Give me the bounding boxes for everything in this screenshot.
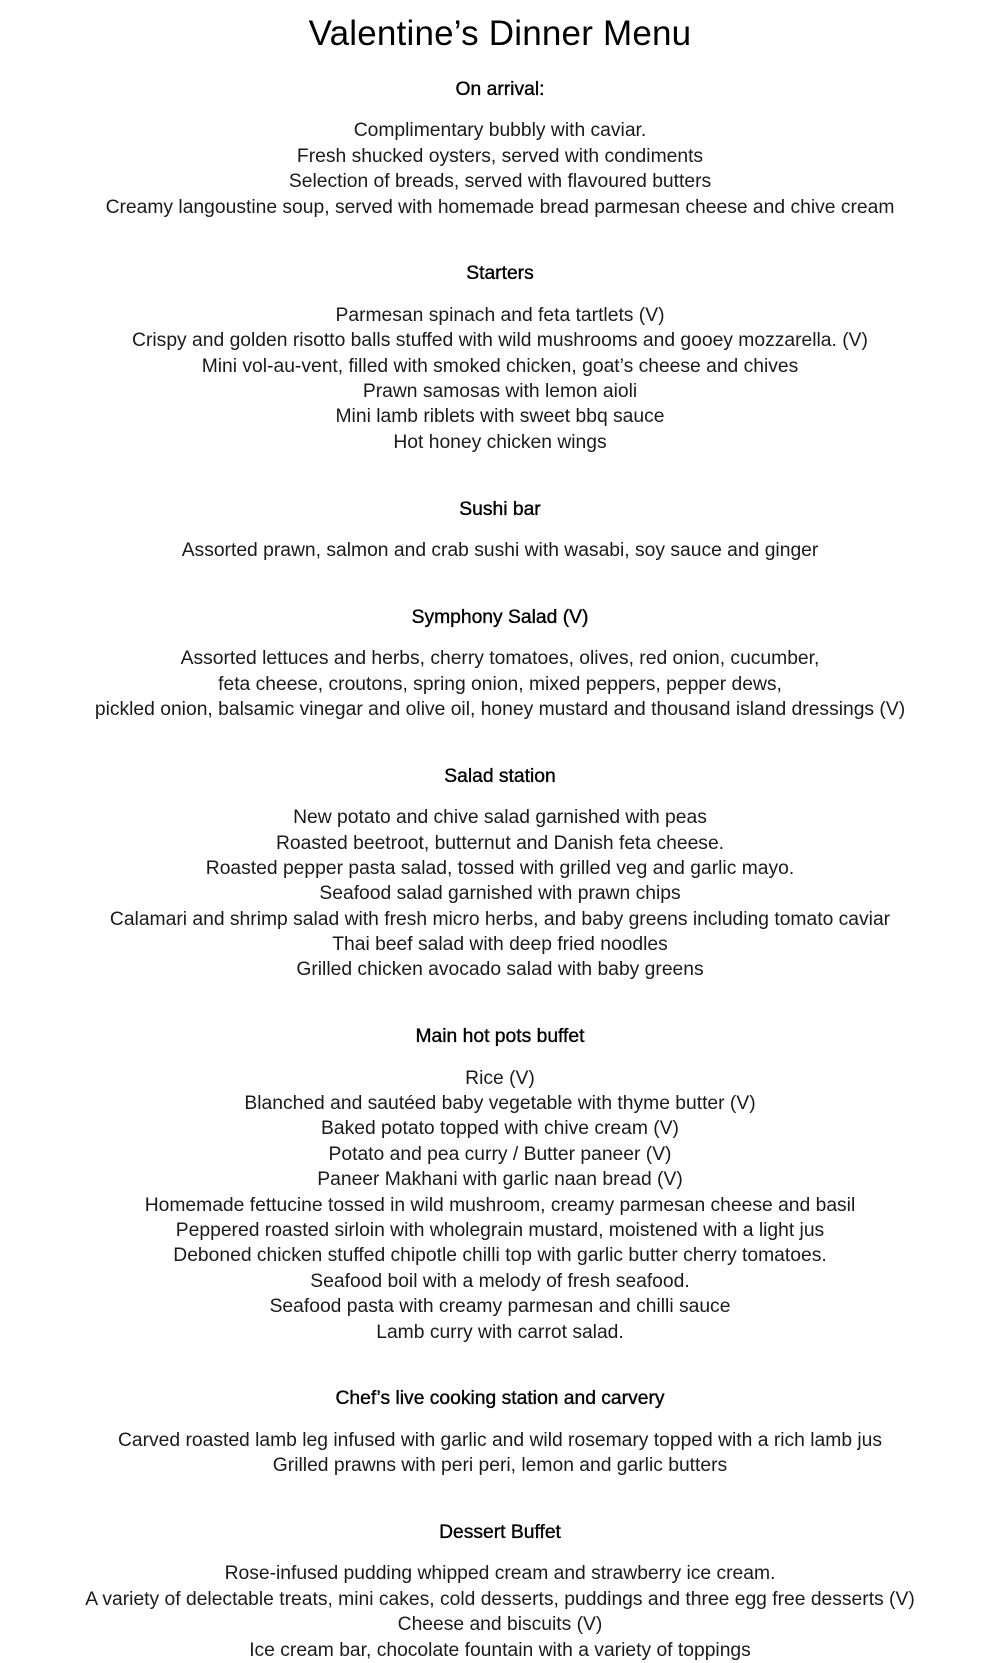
menu-item: Crispy and golden risotto balls stuffed with wild mushrooms and gooey mozzarella. (V) bbox=[132, 330, 868, 352]
menu-item: Assorted prawn, salmon and crab sushi with wasabi, soy sauce and ginger bbox=[181, 539, 819, 561]
menu-section bbox=[0, 1024, 1000, 1345]
menu-item: Seafood salad garnished with prawn chips bbox=[319, 883, 681, 905]
menu-item: Selection of breads, served with flavoured butters bbox=[288, 171, 712, 193]
menu-item: New potato and chive salad garnished with peas bbox=[293, 807, 707, 829]
menu-item: Rose-infused pudding whipped cream and strawberry ice cream. bbox=[224, 1563, 776, 1585]
menu-item: Cheese and biscuits (V) bbox=[397, 1614, 603, 1636]
menu-item: Ice cream bar, chocolate fountain with a variety of toppings bbox=[249, 1639, 751, 1661]
section-heading: Symphony Salad (V) bbox=[411, 606, 589, 628]
section-item-list bbox=[0, 1561, 1000, 1663]
section-item-list bbox=[0, 1066, 1000, 1345]
menu-item: Deboned chicken stuffed chipotle chilli top with garlic butter cherry tomatoes. bbox=[173, 1245, 827, 1267]
section-heading: Salad station bbox=[444, 765, 556, 787]
menu-section bbox=[0, 261, 1000, 455]
menu-item: Assorted lettuces and herbs, cherry tomatoes, olives, red onion, cucumber, bbox=[180, 648, 820, 670]
section-heading: Dessert Buffet bbox=[439, 1521, 561, 1543]
menu-item: A variety of delectable treats, mini cakes, cold desserts, puddings and three egg free desserts (V) bbox=[85, 1588, 915, 1610]
menu-item: Baked potato topped with chive cream (V) bbox=[321, 1118, 679, 1140]
menu-item: Seafood pasta with creamy parmesan and chilli sauce bbox=[269, 1296, 731, 1318]
menu-item: Thai beef salad with deep fried noodles bbox=[332, 934, 668, 956]
menu-item: Grilled prawns with peri peri, lemon and garlic butters bbox=[272, 1455, 728, 1477]
section-spacer bbox=[0, 983, 1000, 1008]
section-heading: Chef’s live cooking station and carvery bbox=[335, 1388, 665, 1410]
section-heading: Starters bbox=[466, 263, 534, 285]
menu-item: feta cheese, croutons, spring onion, mixed peppers, pepper dews, bbox=[218, 673, 782, 695]
section-heading: On arrival: bbox=[455, 79, 545, 101]
menu-item: Creamy langoustine soup, served with homemade bread parmesan cheese and chive cream bbox=[105, 196, 895, 218]
menu-item: Prawn samosas with lemon aioli bbox=[362, 380, 638, 402]
menu-item: Lamb curry with carrot salad. bbox=[376, 1321, 624, 1343]
menu-item: Mini lamb riblets with sweet bbq sauce bbox=[335, 406, 665, 428]
menu-item: Grilled chicken avocado salad with baby greens bbox=[296, 959, 704, 981]
menu-section bbox=[0, 1386, 1000, 1478]
section-spacer bbox=[0, 1345, 1000, 1370]
menu-item: Parmesan spinach and feta tartlets (V) bbox=[335, 304, 665, 326]
menu-section bbox=[0, 497, 1000, 564]
section-spacer bbox=[0, 722, 1000, 747]
menu-item: Seafood boil with a melody of fresh seafood. bbox=[310, 1270, 690, 1292]
menu-item: pickled onion, balsamic vinegar and olive oil, honey mustard and thousand island dressings (V) bbox=[94, 698, 906, 720]
menu-item: Roasted beetroot, butternut and Danish feta cheese. bbox=[275, 832, 725, 854]
menu-item: Roasted pepper pasta salad, tossed with grilled veg and garlic mayo. bbox=[205, 857, 795, 879]
section-heading: Main hot pots buffet bbox=[415, 1026, 585, 1048]
menu-item: Rice (V) bbox=[465, 1067, 535, 1089]
menu-item: Peppered roasted sirloin with wholegrain mustard, moistened with a light jus bbox=[175, 1220, 825, 1242]
section-item-list bbox=[0, 303, 1000, 455]
section-item-list bbox=[0, 646, 1000, 722]
menu-title: Valentine’s Dinner Menu bbox=[308, 14, 692, 53]
section-spacer bbox=[0, 1479, 1000, 1504]
section-heading: Sushi bar bbox=[459, 498, 541, 520]
menu-item: Paneer Makhani with garlic naan bread (V) bbox=[317, 1169, 683, 1191]
menu-item: Blanched and sautéed baby vegetable with thyme butter (V) bbox=[244, 1093, 756, 1115]
menu-item: Homemade fettucine tossed in wild mushroom, creamy parmesan cheese and basil bbox=[144, 1194, 856, 1216]
menu-item: Carved roasted lamb leg infused with garlic and wild rosemary topped with a rich lamb jus bbox=[117, 1429, 883, 1451]
menu-section bbox=[0, 764, 1000, 983]
menu-item: Hot honey chicken wings bbox=[393, 431, 607, 453]
section-spacer bbox=[0, 563, 1000, 588]
menu-section bbox=[0, 77, 1000, 220]
menu-item: Fresh shucked oysters, served with condiments bbox=[296, 145, 704, 167]
section-item-list bbox=[0, 805, 1000, 983]
menu-sections bbox=[0, 77, 1000, 1663]
menu-section bbox=[0, 1520, 1000, 1663]
section-spacer bbox=[0, 220, 1000, 245]
section-item-list bbox=[0, 1428, 1000, 1479]
menu-item: Calamari and shrimp salad with fresh micro herbs, and baby greens including tomato caviar bbox=[109, 908, 891, 930]
menu-item: Complimentary bubbly with caviar. bbox=[353, 120, 647, 142]
section-item-list bbox=[0, 538, 1000, 563]
menu-item: Mini vol-au-vent, filled with smoked chicken, goat’s cheese and chives bbox=[201, 355, 799, 377]
menu-section bbox=[0, 605, 1000, 723]
section-item-list bbox=[0, 118, 1000, 220]
section-spacer bbox=[0, 455, 1000, 480]
menu-item: Potato and pea curry / Butter paneer (V) bbox=[328, 1143, 672, 1165]
